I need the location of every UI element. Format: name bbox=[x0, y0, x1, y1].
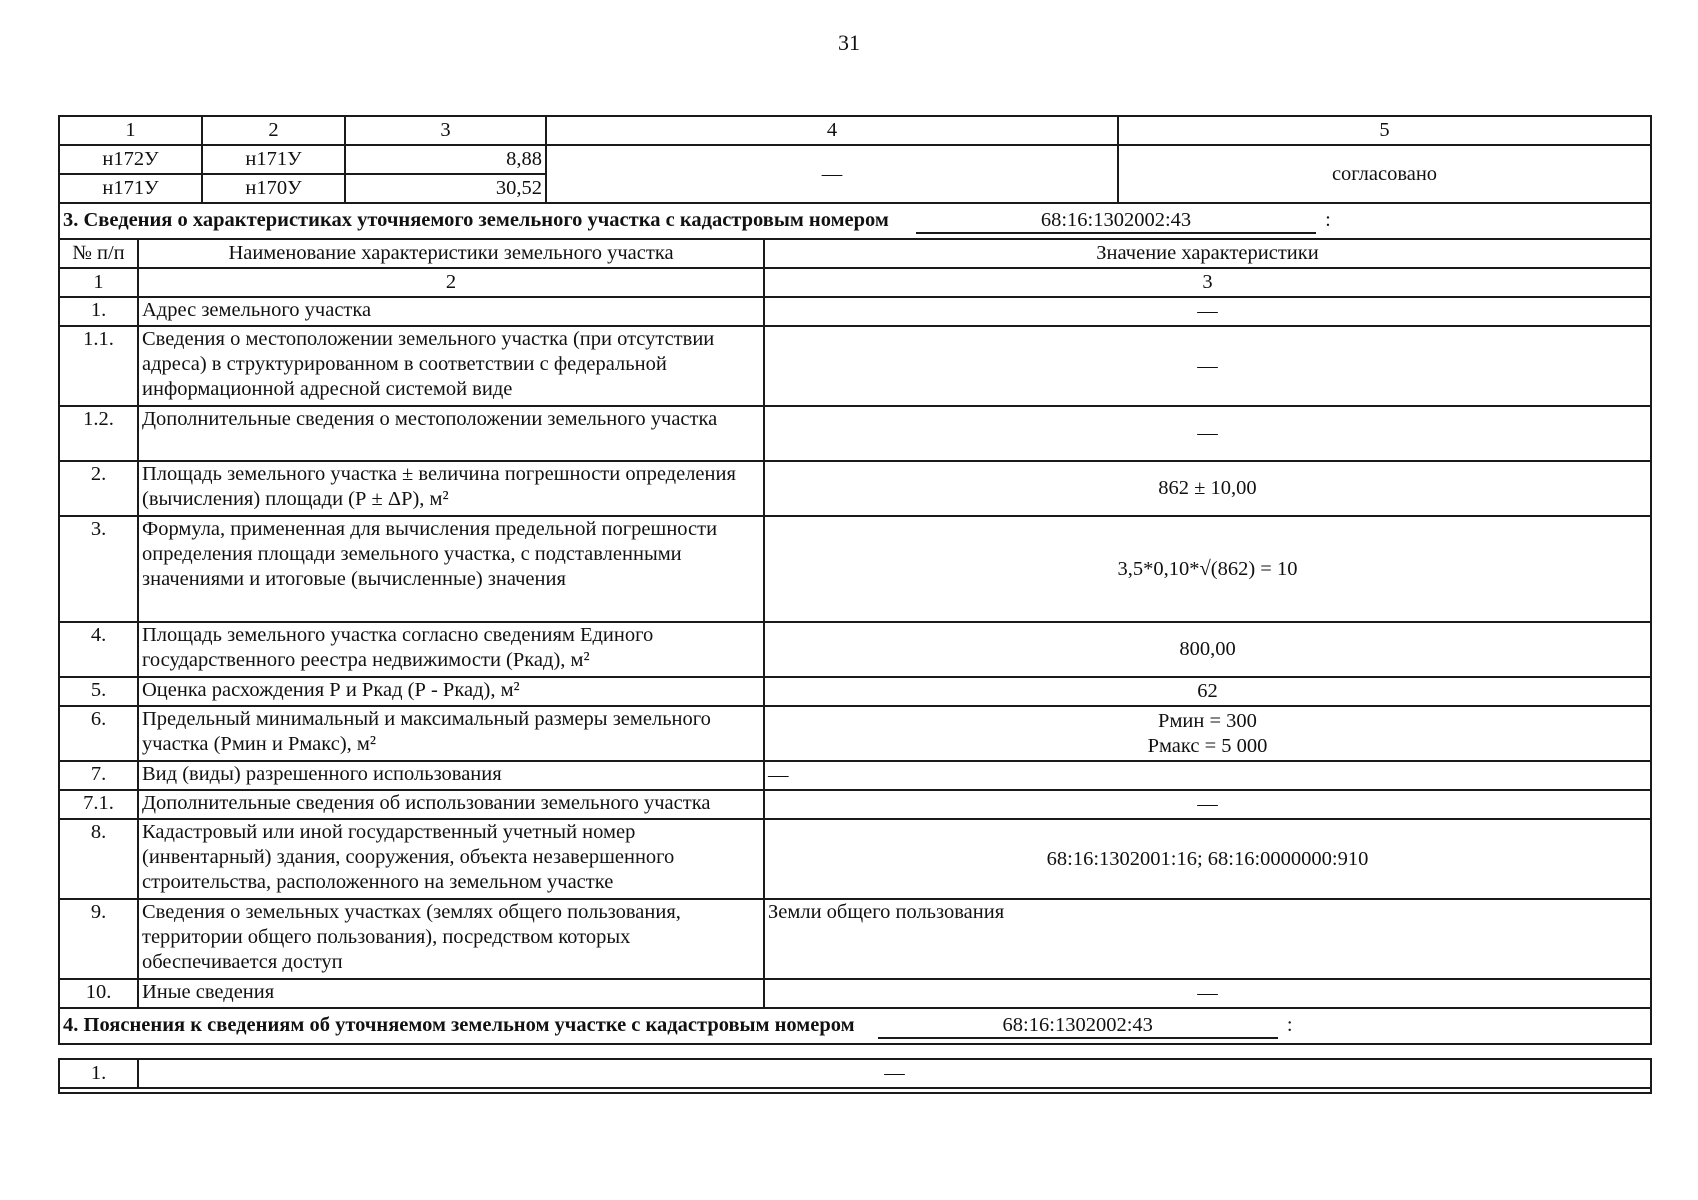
characteristic-value: 862 ± 10,00 bbox=[764, 461, 1651, 516]
characteristic-name: Предельный минимальный и максимальный размеры земельного участка (Рмин и Рмакс), м² bbox=[138, 706, 764, 761]
characteristic-name: Формула, примененная для вычисления предельной погрешности определения площади земельного участка, с подставленными значениями и итоговые (вычисленные) значения bbox=[138, 516, 764, 622]
column-number: 3 bbox=[764, 268, 1651, 297]
characteristic-name: Дополнительные сведения об использовании земельного участка bbox=[138, 790, 764, 819]
characteristic-name: Сведения о земельных участках (землях общего пользования, территории общего пользования), посредством которых обеспечивается доступ bbox=[138, 899, 764, 979]
column-header: Наименование характеристики земельного участка bbox=[138, 239, 764, 268]
characteristic-name: Дополнительные сведения о местоположении земельного участка bbox=[138, 406, 764, 461]
section4-colon: : bbox=[1286, 1014, 1293, 1036]
table-header-number-row bbox=[59, 268, 1651, 297]
row-number: 6. bbox=[59, 706, 138, 761]
section3-title-row bbox=[59, 203, 1651, 239]
row-number: 1.2. bbox=[59, 406, 138, 461]
row-number: 9. bbox=[59, 899, 138, 979]
characteristic-name: Площадь земельного участка ± величина погрешности определения (вычисления) площади (Р ± ΔР), м² bbox=[138, 461, 764, 516]
characteristic-value: 800,00 bbox=[764, 622, 1651, 677]
characteristic-value: 62 bbox=[764, 677, 1651, 706]
column-header: 4 bbox=[546, 116, 1118, 145]
row-number: 1. bbox=[59, 1059, 138, 1088]
page-number: 31 bbox=[838, 30, 860, 55]
characteristic-value: — bbox=[764, 406, 1651, 461]
table-row bbox=[59, 979, 1651, 1008]
column-header: 2 bbox=[202, 116, 345, 145]
table-row bbox=[59, 899, 1651, 979]
segment-length: 30,52 bbox=[345, 174, 546, 203]
table-header-row bbox=[59, 239, 1651, 268]
characteristic-name: Оценка расхождения Р и Ркад (Р - Ркад), м² bbox=[138, 677, 764, 706]
table-end-border bbox=[59, 1088, 1651, 1093]
column-number: 2 bbox=[138, 268, 764, 297]
table-row bbox=[59, 297, 1651, 326]
table-row bbox=[59, 622, 1651, 677]
characteristic-value: Земли общего пользования bbox=[764, 899, 1651, 979]
row-number: 3. bbox=[59, 516, 138, 622]
point-to: н170У bbox=[202, 174, 345, 203]
row-number: 7.1. bbox=[59, 790, 138, 819]
column-header: 3 bbox=[345, 116, 546, 145]
column-header: № п/п bbox=[59, 239, 138, 268]
table-row bbox=[59, 516, 1651, 622]
characteristic-value bbox=[764, 706, 1651, 761]
table-row bbox=[59, 326, 1651, 406]
table-row bbox=[59, 706, 1651, 761]
characteristic-value: — bbox=[764, 297, 1651, 326]
p-min-value: Рмин = 300 bbox=[1158, 709, 1257, 732]
section4-title: 4. Пояснения к сведениям об уточняемом земельном участке с кадастровым номером bbox=[63, 1014, 855, 1036]
characteristics-table bbox=[58, 202, 1652, 1045]
table-row bbox=[59, 461, 1651, 516]
section4-cadastral-number: 68:16:1302002:43 bbox=[878, 1013, 1278, 1039]
point-from: н172У bbox=[59, 145, 202, 174]
point-to: н171У bbox=[202, 145, 345, 174]
table-row bbox=[59, 406, 1651, 461]
row-number: 7. bbox=[59, 761, 138, 790]
characteristic-value: — bbox=[764, 761, 1651, 790]
characteristic-value: — bbox=[764, 979, 1651, 1008]
section4-title-row bbox=[59, 1008, 1651, 1044]
row-number: 1. bbox=[59, 297, 138, 326]
column-header: 5 bbox=[1118, 116, 1651, 145]
characteristic-name: Вид (виды) разрешенного использования bbox=[138, 761, 764, 790]
point-from: н171У bbox=[59, 174, 202, 203]
table-row bbox=[59, 145, 1651, 174]
characteristic-name: Площадь земельного участка согласно сведениям Единого государственного реестра недвижимости (Ркад), м² bbox=[138, 622, 764, 677]
characteristic-name: Иные сведения bbox=[138, 979, 764, 1008]
column-header: Значение характеристики bbox=[764, 239, 1651, 268]
characteristic-value: — bbox=[764, 790, 1651, 819]
p-max-value: Рмакс = 5 000 bbox=[1147, 734, 1268, 757]
table-row bbox=[59, 819, 1651, 899]
table-row bbox=[59, 790, 1651, 819]
explanation-value: — bbox=[138, 1059, 1651, 1088]
column-number: 1 bbox=[59, 268, 138, 297]
boundary-table bbox=[58, 115, 1652, 204]
characteristic-name: Адрес земельного участка bbox=[138, 297, 764, 326]
characteristic-value: — bbox=[764, 326, 1651, 406]
explanations-table bbox=[58, 1058, 1652, 1094]
row-number: 2. bbox=[59, 461, 138, 516]
row-number: 1.1. bbox=[59, 326, 138, 406]
characteristic-name: Сведения о местоположении земельного участка (при отсутствии адреса) в структурированном в соответствии с федеральной информационной адресной системой виде bbox=[138, 326, 764, 406]
table-row bbox=[59, 1059, 1651, 1088]
col4-value: — bbox=[546, 145, 1118, 203]
column-header: 1 bbox=[59, 116, 202, 145]
agreement-status: согласовано bbox=[1118, 145, 1651, 203]
section3-cadastral-number: 68:16:1302002:43 bbox=[916, 208, 1316, 234]
table-end-row bbox=[59, 1088, 1651, 1093]
row-number: 10. bbox=[59, 979, 138, 1008]
characteristic-name: Кадастровый или иной государственный учетный номер (инвентарный) здания, сооружения, объекта незавершенного строительства, расположенного на земельном участке bbox=[138, 819, 764, 899]
section3-colon: : bbox=[1325, 209, 1331, 231]
table-row bbox=[59, 761, 1651, 790]
row-number: 8. bbox=[59, 819, 138, 899]
row-number: 4. bbox=[59, 622, 138, 677]
table-row bbox=[59, 677, 1651, 706]
characteristic-value: 3,5*0,10*√(862) = 10 bbox=[764, 516, 1651, 622]
characteristic-value: 68:16:1302001:16; 68:16:0000000:910 bbox=[764, 819, 1651, 899]
table-header-row bbox=[59, 116, 1651, 145]
section3-title: 3. Сведения о характеристиках уточняемого земельного участка с кадастровым номером bbox=[63, 209, 889, 231]
segment-length: 8,88 bbox=[345, 145, 546, 174]
row-number: 5. bbox=[59, 677, 138, 706]
